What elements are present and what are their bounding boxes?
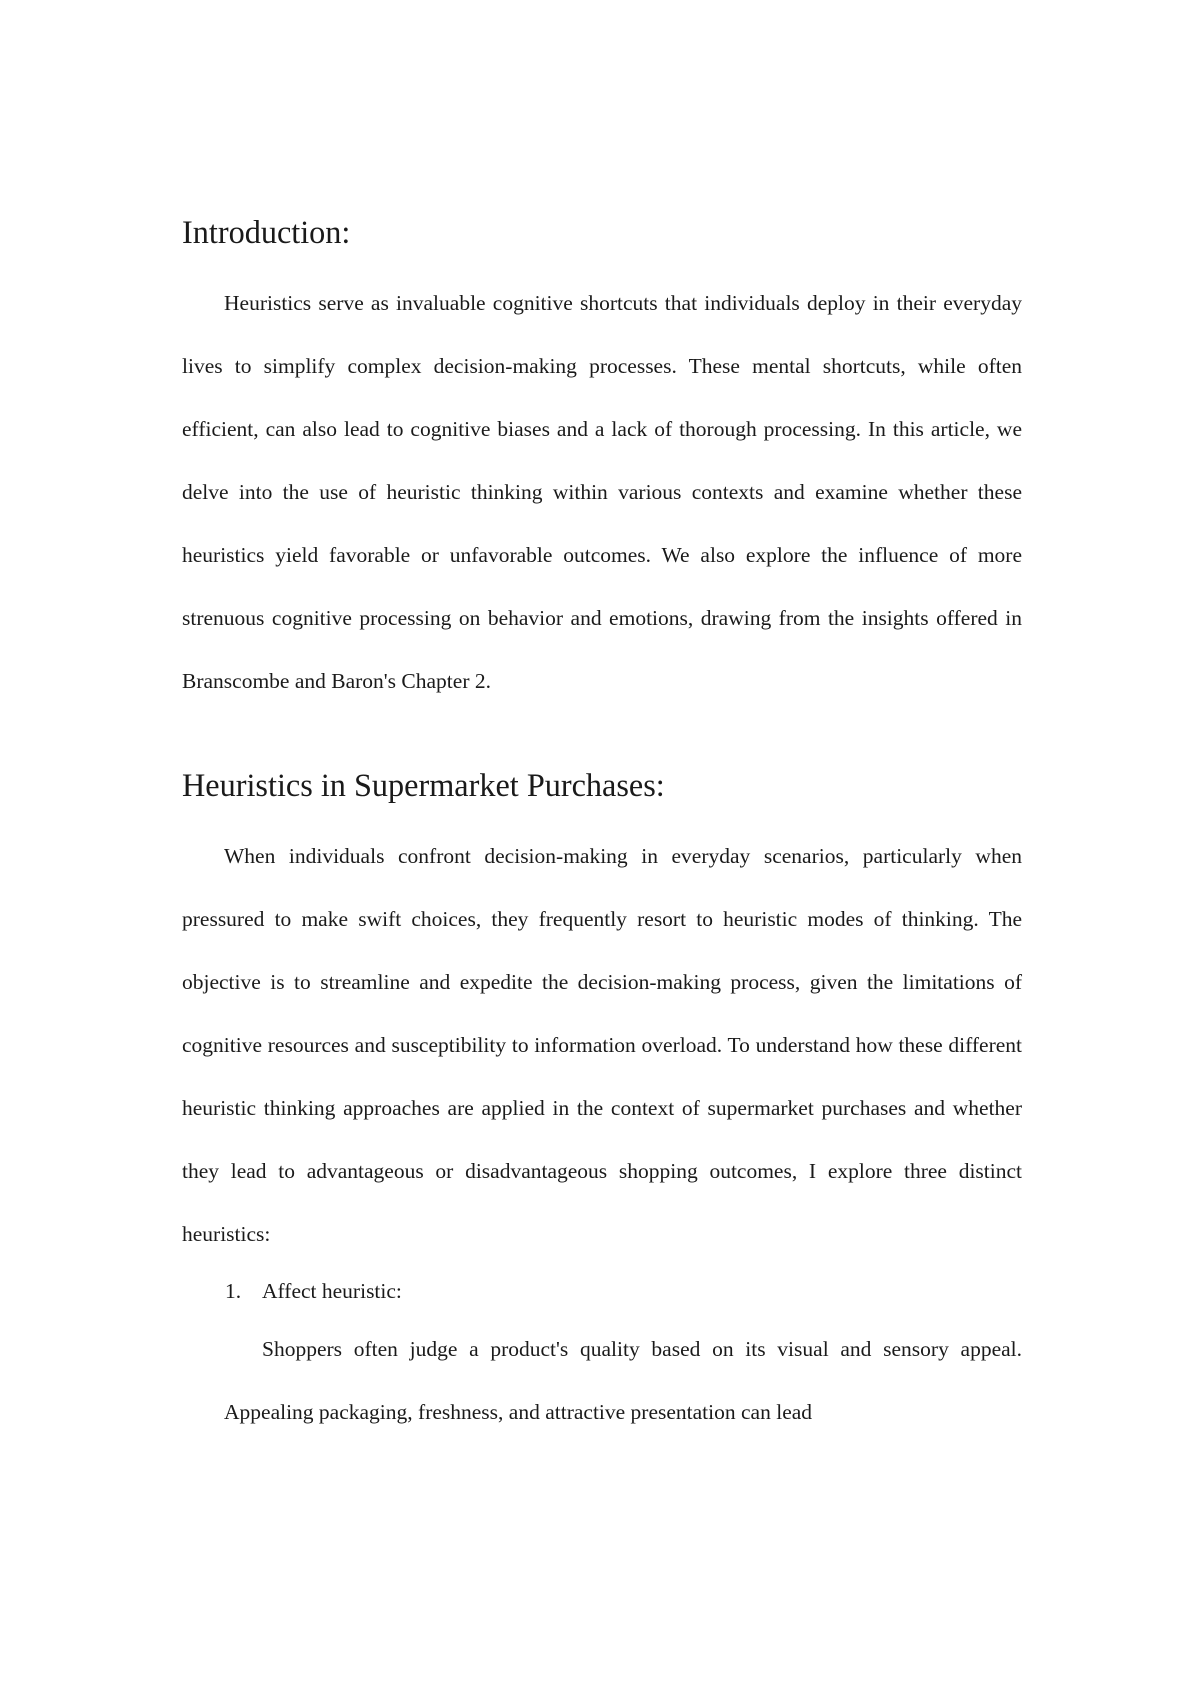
list-item — [182, 1276, 1022, 1444]
section-spacer — [182, 713, 1022, 771]
list-item-body: Shoppers often judge a product's quality based on its visual and sensory appeal. Appealing packaging, freshness, and attractive presentation can lead — [224, 1337, 1022, 1424]
intro-paragraph: Heuristics serve as invaluable cognitive shortcuts that individuals deploy in their everyday lives to simplify complex decision-making processes. These mental shortcuts, while often efficient, can also lead to cognitive biases and a lack of thorough processing. In this article, we delve into the use of heuristic thinking within various contexts and examine whether these heuristics yield favorable or unfavorable outcomes. We also explore the influence of more strenuous cognitive processing on behavior and emotions, drawing from the insights offered in Branscombe and Baron's Chapter 2. — [182, 291, 1022, 693]
list-item-number: 1. — [225, 1279, 242, 1303]
supermarket-heading: Heuristics in Supermarket Purchases: — [182, 767, 665, 803]
list-item-heading — [182, 1276, 1022, 1306]
heuristics-list — [182, 1276, 1022, 1444]
document-body — [182, 214, 1022, 1444]
intro-heading: Introduction: — [182, 214, 351, 250]
list-item-title: Affect heuristic: — [262, 1279, 402, 1303]
supermarket-paragraph: When individuals confront decision-making in everyday scenarios, particularly when pressured to make swift choices, they frequently resort to heuristic modes of thinking. The objective is to streamline and expedite the decision-making process, given the limitations of cognitive resources and susceptibility to information overload. To understand how these different heuristic thinking approaches are applied in the context of supermarket purchases and whether they lead to advantageous or disadvantageous shopping outcomes, I explore three distinct heuristics: — [182, 844, 1022, 1246]
